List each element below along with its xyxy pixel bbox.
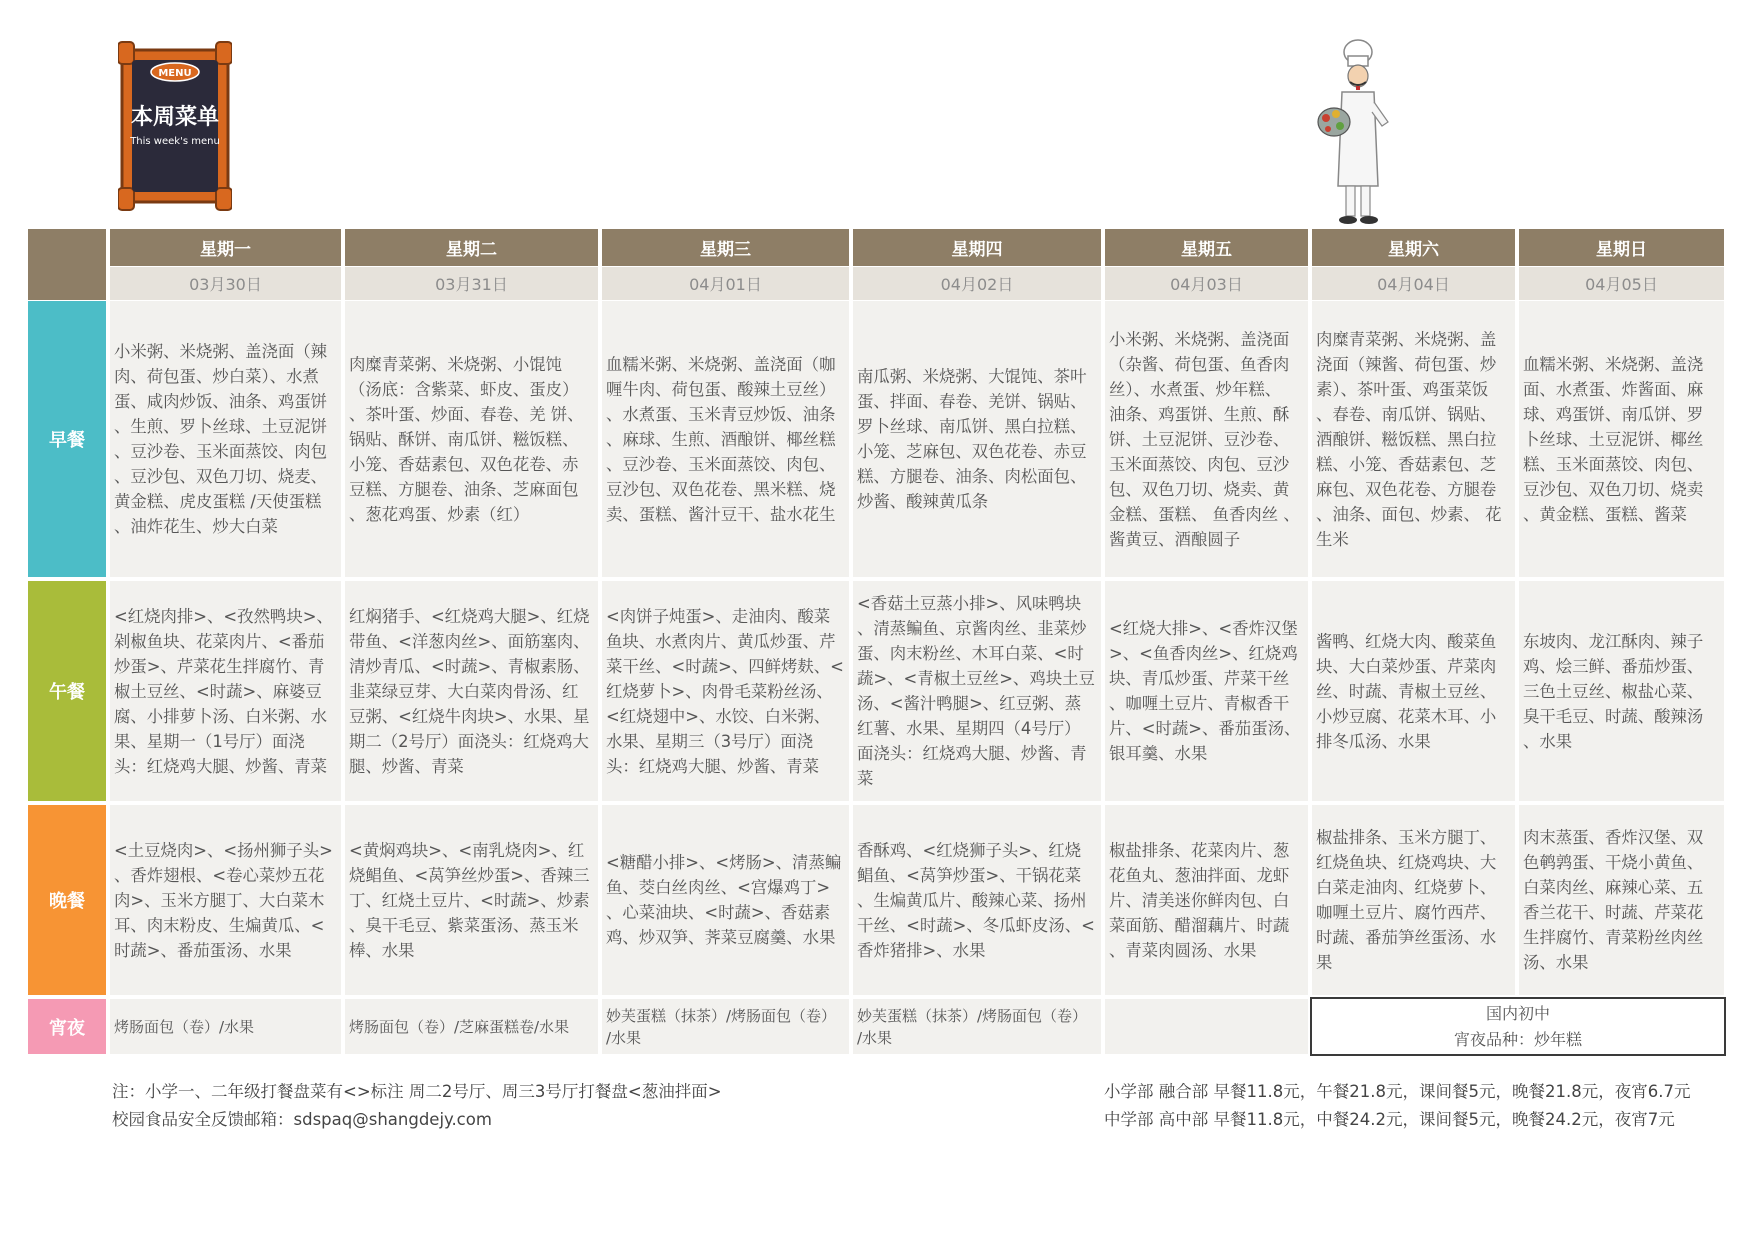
menu-line: 肉糜青菜粥、米烧粥、盖 <box>1316 329 1497 349</box>
menu-cell-text <box>1109 616 1300 766</box>
menu-line: 白菜肉丝、麻辣心菜、五 <box>1523 878 1704 897</box>
menu-line: 鸡、烩三鲜、番茄炒蛋、 <box>1523 656 1704 676</box>
menu-cell-text <box>349 604 590 779</box>
menu-line: 肉>、玉米方腿丁、大白菜木 <box>114 890 325 910</box>
menu-line: 期二（2号厅）面浇头：红烧鸡大 <box>349 731 589 751</box>
menu-cell-supper <box>602 999 849 1054</box>
menu-line: 块、青瓜炒蛋、芹菜干丝 <box>1109 669 1290 688</box>
menu-cell-dinner <box>110 805 341 995</box>
menu-line: 、心菜油块、<时蔬>、香菇素 <box>606 903 831 922</box>
menu-line: 蛋、咸肉炒饭、油条、鸡蛋饼 <box>114 392 328 411</box>
menu-line: 花鱼丸、葱油拌面、龙虾 <box>1109 865 1290 885</box>
menu-line: 小炒豆腐、花菜木耳、小 <box>1316 706 1497 726</box>
menu-line: 肉糜青菜粥、米烧粥、小馄饨 <box>349 354 563 374</box>
menu-line: 块、大白菜炒蛋、芹菜肉 <box>1316 656 1497 676</box>
menu-line: 棒、水果 <box>349 940 415 960</box>
menu-line: 水果、星期三（3号厅）面浇 <box>606 731 814 751</box>
menu-line: 韭菜绿豆芽、大白菜肉骨汤、红 <box>349 681 579 701</box>
menu-line: 豆粥、<红烧牛肉块>、水果、星 <box>349 706 590 726</box>
day-header: 星期五 <box>1105 229 1308 266</box>
menu-cell-breakfast <box>110 301 341 577</box>
menu-line: 喱牛肉、荷包蛋、酸辣土豆丝） <box>606 379 836 399</box>
menu-cell-lunch <box>1519 581 1724 801</box>
day-date: 04月05日 <box>1519 267 1724 300</box>
menu-line: 红薯、水果、星期四（4号厅） <box>857 719 1081 738</box>
menu-cell-text <box>349 1016 569 1038</box>
menu-line: 、豆沙卷、玉米面蒸饺、肉包 <box>114 442 328 461</box>
meal-label-lunch: 午餐 <box>28 581 106 801</box>
day-date: 04月04日 <box>1312 267 1515 300</box>
menu-line: 锅贴、酥饼、南瓜饼、糍饭糕、 <box>349 429 579 449</box>
menu-line: 片、清美迷你鲜肉包、白 <box>1109 890 1290 910</box>
menu-line: 蛋、拌面、春卷、羌饼、锅贴、 <box>857 392 1087 411</box>
day-header: 星期一 <box>110 229 341 266</box>
menu-line: 生拌腐竹、青菜粉丝肉丝 <box>1523 928 1704 947</box>
menu-line: 、生煸黄瓜片、酸辣心菜、扬州 <box>857 890 1087 910</box>
menu-cell-dinner <box>345 805 598 995</box>
menu-cell-supper <box>345 999 598 1054</box>
menu-cell-breakfast <box>853 301 1101 577</box>
menu-cell-lunch <box>853 581 1101 801</box>
menu-line: 时蔬、番茄笋丝蛋汤、水 <box>1316 928 1497 947</box>
menu-line: 香酥鸡、<红烧狮子头>、红烧 <box>857 840 1082 860</box>
menu-cell-text <box>1523 629 1703 754</box>
menu-line: 烤肠面包（卷）/水果 <box>114 1017 255 1036</box>
menu-line: 肉、荷包蛋、炒白菜）、水煮 <box>114 367 319 386</box>
menu-line: 清炒青瓜、<时蔬>、青椒素肠、 <box>349 656 590 676</box>
menu-cell-dinner <box>1105 805 1308 995</box>
menu-cell-text <box>857 591 1095 791</box>
menu-line: 果 <box>1316 953 1333 972</box>
menu-line: 、水煮蛋、玉米青豆炒饭、油条 <box>606 404 836 424</box>
menu-cell-supper <box>1105 999 1308 1054</box>
menu-cell-text <box>1109 838 1289 963</box>
menu-line: 红焖猪手、<红烧鸡大腿>、红烧 <box>349 606 590 626</box>
menu-line: <糖醋小排>、<烤肠>、清蒸鳊 <box>606 853 842 872</box>
menu-line: 妙芙蛋糕（抹茶）/烤肠面包（卷） <box>857 1006 1088 1025</box>
menu-cell-text <box>606 850 841 950</box>
menu-line: 麻包、双色花卷、方腿卷 <box>1316 479 1497 499</box>
menu-line: >、<鱼香肉丝>、红烧鸡 <box>1109 644 1298 663</box>
menu-line: 浇面（辣酱、荷包蛋、炒 <box>1316 354 1497 374</box>
menu-line: 菜干丝、<时蔬>、四鲜烤麸、< <box>606 656 844 676</box>
menu-line: 菜面筋、醋溜藕片、时蔬 <box>1109 915 1290 935</box>
menu-line: 椒土豆丝、<时蔬>、麻婆豆 <box>114 681 322 701</box>
menu-line: 生米 <box>1316 529 1349 549</box>
menu-line: 白菜走油肉、红烧萝卜、 <box>1316 878 1497 897</box>
menu-line: <红烧翅中>、水饺、白米粥、 <box>606 706 831 726</box>
day-header: 星期三 <box>602 229 849 266</box>
menu-cell-lunch <box>110 581 341 801</box>
menu-line: 玉米面蒸饺、肉包、豆沙 <box>1109 454 1290 474</box>
menu-line: 、臭干毛豆、紫菜蛋汤、蒸玉米 <box>349 915 579 935</box>
menu-cell-text <box>857 364 1086 514</box>
menu-line: 金糕、蛋糕、 鱼香肉丝 、 <box>1109 504 1300 524</box>
menu-line: 、麻球、生煎、酒酿饼、椰丝糕 <box>606 429 836 449</box>
menu-line: /水果 <box>606 1028 642 1047</box>
menu-line: 血糯米粥、米烧粥、盖浇 <box>1523 354 1704 374</box>
menu-line: 菜 <box>857 769 874 788</box>
menu-line: <土豆烧肉>、<扬州狮子头> <box>114 840 333 860</box>
menu-line: 小笼、香菇素包、双色花卷、赤 <box>349 454 579 474</box>
menu-line: 丝、时蔬、青椒土豆丝、 <box>1316 681 1497 701</box>
menu-line: 面、水煮蛋、炸酱面、麻 <box>1523 379 1704 399</box>
menu-cell-text <box>114 604 333 779</box>
footer-email: 校园食品安全反馈邮箱：sdspaq@shangdejy.com <box>112 1110 492 1129</box>
menu-line: 黄金糕、虎皮蛋糕 /天使蛋糕 <box>114 492 322 511</box>
menu-line: 香炸猪排>、水果 <box>857 940 986 960</box>
menu-line: <红烧大排>、<香炸汉堡 <box>1109 619 1298 638</box>
menu-line: 椒盐排条、花菜肉片、葱 <box>1109 840 1290 860</box>
day-header: 星期日 <box>1519 229 1724 266</box>
day-date: 04月01日 <box>602 267 849 300</box>
menu-line: 时蔬>、番茄蛋汤、水果 <box>114 940 292 960</box>
menu-line: 椒盐排条、玉米方腿丁、 <box>1316 828 1497 847</box>
menu-cell-dinner <box>1519 805 1724 995</box>
meal-label-dinner: 晚餐 <box>28 805 106 995</box>
menu-line: 臭干毛豆、时蔬、酸辣汤 <box>1523 706 1704 726</box>
footer-note: 注：小学一、二年级打餐盘菜有<>标注 周二2号厅、周三3号厅打餐盘<葱油拌面> <box>112 1082 722 1101</box>
menu-line: 小米粥、米烧粥、盖浇面（辣 <box>114 342 328 361</box>
footer-price-secondary: 中学部 高中部 早餐11.8元，中餐24.2元，课间餐5元，晚餐24.2元，夜宵7元 <box>1104 1110 1675 1129</box>
menu-line: 烤肠面包（卷）/芝麻蛋糕卷/水果 <box>349 1017 570 1036</box>
menu-line: 血糯米粥、米烧粥、盖浇面（咖 <box>606 354 836 374</box>
day-header: 星期二 <box>345 229 598 266</box>
menu-line: 、香炸翅根、<卷心菜炒五花 <box>114 865 325 885</box>
table-corner <box>28 229 106 300</box>
menu-line: 三色土豆丝、椒盐心菜、 <box>1523 681 1704 701</box>
menu-line: 银耳羹、水果 <box>1109 744 1208 763</box>
menu-cell-supper <box>853 999 1101 1054</box>
menu-line: 蔬>、<青椒土豆丝>、鸡块土豆 <box>857 669 1095 688</box>
menu-line: 南瓜粥、米烧粥、大馄饨、茶叶 <box>857 367 1087 386</box>
menu-cell-supper <box>110 999 341 1054</box>
menu-line: 、清蒸鳊鱼、京酱肉丝、韭菜炒 <box>857 619 1087 638</box>
menu-cell-lunch <box>345 581 598 801</box>
menu-cell-breakfast <box>1519 301 1724 577</box>
menu-cell-lunch <box>602 581 849 801</box>
menu-line: /水果 <box>857 1028 893 1047</box>
menu-cell-text <box>1316 327 1502 552</box>
menu-line: 豆沙包、双色花卷、黑米糕、烧 <box>606 479 836 499</box>
menu-cell-text <box>114 838 333 963</box>
meal-label-breakfast: 早餐 <box>28 301 106 577</box>
menu-line: 咖喱土豆片、腐竹西芹、 <box>1316 903 1497 922</box>
menu-line: 剁椒鱼块、花菜肉片、<番茄 <box>114 631 325 651</box>
menu-line: 卖、蛋糕、酱汁豆干、盐水花生 <box>606 504 836 524</box>
menu-line: 汤、<酱汁鸭腿>、红豆粥、蒸 <box>857 694 1082 713</box>
menu-line: 东坡肉、龙江酥肉、辣子 <box>1523 631 1704 651</box>
menu-line: 丁、红烧土豆片、<时蔬>、炒素 <box>349 890 590 910</box>
menu-line: 蛋、肉末粉丝、木耳白菜、<时 <box>857 644 1084 663</box>
menu-line: 带鱼、<洋葱肉丝>、面筋塞肉、 <box>349 631 590 651</box>
menu-line: 卜丝球、土豆泥饼、椰丝 <box>1523 429 1704 449</box>
menu-line: 炒蛋>、芹菜花生拌腐竹、青 <box>114 656 325 676</box>
logo-title: 本周菜单 <box>130 105 220 130</box>
menu-line: 鲳鱼、<莴笋炒蛋>、干锅花菜 <box>857 865 1082 885</box>
menu-line: 糕、小笼、香菇素包、芝 <box>1316 454 1497 474</box>
menu-line: 排冬瓜汤、水果 <box>1316 731 1431 751</box>
menu-line: <香菇土豆蒸小排>、风味鸭块 <box>857 594 1082 613</box>
logo-subtitle: This week's menu <box>130 136 220 147</box>
menu-line: 汤、水果 <box>1523 953 1589 972</box>
menu-line: 、咖喱土豆片、青椒香干 <box>1109 694 1290 713</box>
footer-price-primary: 小学部 融合部 早餐11.8元，午餐21.8元，课间餐5元，晚餐21.8元，夜宵6.7元 <box>1104 1082 1691 1101</box>
day-header: 星期四 <box>853 229 1101 266</box>
supper-note-line2: 宵夜品种：炒年糕 <box>1453 1029 1582 1049</box>
menu-line: 糕、方腿卷、油条、肉松面包、 <box>857 467 1087 486</box>
menu-cell-text <box>1316 825 1496 975</box>
menu-line: 、豆沙卷、玉米面蒸饺、肉包、 <box>606 454 836 474</box>
menu-line: 包、双色刀切、烧卖、黄 <box>1109 479 1290 499</box>
menu-cell-text <box>606 352 835 527</box>
menu-line: 酱黄豆、酒酿圆子 <box>1109 529 1241 549</box>
menu-line: 妙芙蛋糕（抹茶）/烤肠面包（卷） <box>606 1006 837 1025</box>
menu-cell-lunch <box>1312 581 1515 801</box>
menu-line: 红烧萝卜>、肉骨毛菜粉丝汤、 <box>606 681 833 701</box>
menu-cell-breakfast <box>345 301 598 577</box>
menu-line: 片、<时蔬>、番茄蛋汤、 <box>1109 719 1301 738</box>
menu-line: 、油条、面包、炒素、 花 <box>1316 504 1502 524</box>
menu-cell-dinner <box>1312 805 1515 995</box>
menu-line: 红烧鱼块、红烧鸡块、大 <box>1316 853 1497 872</box>
menu-line: 鱼、茭白丝肉丝、<宫爆鸡丁> <box>606 878 831 897</box>
menu-line: 小笼、芝麻包、双色花卷、赤豆 <box>857 442 1087 461</box>
menu-line: 糕、玉米面蒸饺、肉包、 <box>1523 454 1704 474</box>
day-date: 03月31日 <box>345 267 598 300</box>
menu-line: 、春卷、南瓜饼、锅贴、 <box>1316 404 1497 424</box>
menu-line: 豆沙包、双色刀切、烧卖 <box>1523 479 1704 499</box>
menu-line: 罗卜丝球、南瓜饼、黑白拉糕、 <box>857 417 1087 436</box>
menu-cell-text <box>1523 352 1703 527</box>
menu-line: 腿、炒酱、青菜 <box>349 756 464 776</box>
day-date: 03月30日 <box>110 267 341 300</box>
menu-line: 腐、小排萝卜汤、白米粥、水 <box>114 706 328 726</box>
menu-line: 油条、鸡蛋饼、生煎、酥 <box>1109 404 1290 424</box>
menu-line: 头：红烧鸡大腿、炒酱、青菜 <box>606 756 820 776</box>
menu-line: 豆糕、方腿卷、油条、芝麻面包 <box>349 479 579 499</box>
menu-cell-text <box>857 838 1095 963</box>
supper-note-box <box>1310 997 1726 1056</box>
menu-cell-text <box>349 838 590 963</box>
menu-cell-text <box>349 352 584 527</box>
menu-line: 丝）、水煮蛋、炒年糕、 <box>1109 379 1282 399</box>
menu-line: 耳、肉末粉皮、生煸黄瓜、< <box>114 915 325 935</box>
meal-label-supper: 宵夜 <box>28 999 106 1054</box>
menu-cell-text <box>606 604 844 779</box>
menu-line: 、水果 <box>1523 731 1573 751</box>
day-date: 04月03日 <box>1105 267 1308 300</box>
menu-cell-breakfast <box>1105 301 1308 577</box>
menu-line: 小米粥、米烧粥、盖浇面 <box>1109 329 1290 349</box>
menu-cell-breakfast <box>1312 301 1515 577</box>
menu-line: 、黄金糕、蛋糕、酱菜 <box>1523 504 1687 524</box>
menu-line: 、青菜肉圆汤、水果 <box>1109 940 1257 960</box>
menu-line: 、茶叶蛋、炒面、春卷、羌 饼、 <box>349 404 584 424</box>
menu-line: 果、星期一（1号厅）面浇 <box>114 731 305 751</box>
menu-line: （汤底：含紫菜、虾皮、蛋皮） <box>349 379 579 399</box>
menu-line: 、葱花鸡蛋、炒素（红） <box>349 504 530 524</box>
menu-line: 酒酿饼、糍饭糕、黑白拉 <box>1316 429 1497 449</box>
menu-line: 酱鸭、红烧大肉、酸菜鱼 <box>1316 631 1497 651</box>
menu-cell-text <box>857 1005 1087 1049</box>
menu-line: 素）、茶叶蛋、鸡蛋菜饭 <box>1316 379 1489 399</box>
menu-cell-text <box>1109 327 1300 552</box>
menu-line: 鱼块、水煮肉片、黄瓜炒蛋、芹 <box>606 631 836 651</box>
menu-cell-text <box>1316 629 1496 754</box>
menu-cell-text <box>606 1005 836 1049</box>
menu-cell-dinner <box>602 805 849 995</box>
menu-line: 球、鸡蛋饼、南瓜饼、罗 <box>1523 404 1704 424</box>
menu-line: 香兰花干、时蔬、芹菜花 <box>1523 903 1704 922</box>
menu-line: <黄焖鸡块>、<南乳烧肉>、红 <box>349 840 585 860</box>
menu-cell-dinner <box>853 805 1101 995</box>
menu-line: （杂酱、荷包蛋、鱼香肉 <box>1109 354 1290 374</box>
supper-note-line1: 国内初中 <box>1485 1003 1550 1023</box>
menu-line: 、油炸花生、炒大白菜 <box>114 517 278 536</box>
menu-cell-text <box>114 1016 254 1038</box>
menu-line: 、豆沙包、双色刀切、烧麦、 <box>114 467 328 486</box>
menu-line: 炒酱、酸辣黄瓜条 <box>857 492 989 511</box>
day-date: 04月02日 <box>853 267 1101 300</box>
menu-line: 、生煎、罗卜丝球、土豆泥饼 <box>114 417 328 436</box>
menu-line: 烧鲳鱼、<莴笋丝炒蛋>、香辣三 <box>349 865 590 885</box>
menu-cell-text <box>1523 825 1703 975</box>
menu-line: <肉饼子炖蛋>、走油肉、酸菜 <box>606 606 831 626</box>
menu-line: 饼、土豆泥饼、豆沙卷、 <box>1109 429 1290 449</box>
menu-cell-lunch <box>1105 581 1308 801</box>
menu-cell-breakfast <box>602 301 849 577</box>
menu-line: 色鹌鹑蛋、干烧小黄鱼、 <box>1523 853 1704 872</box>
menu-cell-text <box>114 339 327 539</box>
logo-badge: MENU <box>158 68 192 79</box>
menu-line: 鸡、炒双笋、荠菜豆腐羹、水果 <box>606 928 836 947</box>
menu-line: 头：红烧鸡大腿、炒酱、青菜 <box>114 756 328 776</box>
menu-line: 肉末蒸蛋、香炸汉堡、双 <box>1523 828 1704 847</box>
menu-line: 面浇头：红烧鸡大腿、炒酱、青 <box>857 744 1087 763</box>
menu-line: <红烧肉排>、<孜然鸭块>、 <box>114 606 333 626</box>
menu-line: 干丝、<时蔬>、冬瓜虾皮汤、< <box>857 915 1095 935</box>
day-header: 星期六 <box>1312 229 1515 266</box>
